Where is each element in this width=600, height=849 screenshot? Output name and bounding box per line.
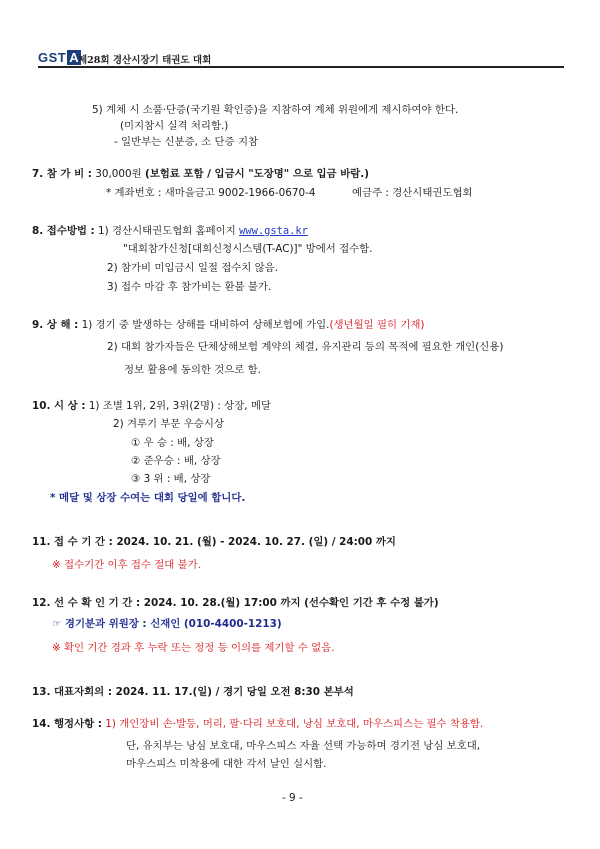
s10-line2: 2) 겨루기 부문 우승시상 <box>113 418 224 430</box>
item5-line1: 5) 계체 시 소품·단증(국기원 확인증)을 지참하여 계체 위원에게 제시하여야 한다. <box>92 104 459 116</box>
s14-line2: 단, 유치부는 낭심 보호대, 마우스피스 자율 선택 가능하며 경기전 낭심 보호대, <box>126 740 481 752</box>
s9-line1-red: (생년월일 필히 기재) <box>329 319 425 331</box>
s11-heading: 11. 접 수 기 간 : <box>32 536 113 548</box>
header-divider <box>38 66 564 68</box>
s14-line1: 1) 개인장비 손·발등, 머리, 팔·다리 보호대, 낭심 보호대, 마우스피스는 필수 착용함. <box>105 718 484 730</box>
s8-line2: 2) 참가비 미입금시 일절 접수치 않음. <box>107 262 279 274</box>
s10-award1: ① 우 승 : 배, 상장 <box>131 437 214 449</box>
s14-heading: 14. 행정사항 : <box>32 718 102 730</box>
s9-row <box>32 316 424 331</box>
header-title: 제28회 경산시장기 태권도 대회 <box>78 55 212 66</box>
s7-heading: 7. 참 가 비 : <box>32 168 92 180</box>
item5-line3: - 일반부는 신분증, 소 단증 지참 <box>114 136 259 148</box>
s8-line1-prefix: 1) 경산시태권도협회 홈페이지 <box>98 225 236 237</box>
s9-heading: 9. 상 해 : <box>32 319 79 331</box>
s7-row <box>32 165 369 180</box>
s7-holder: 예금주 : 경산시태권도협회 <box>352 187 473 199</box>
s10-award3: ③ 3 위 : 배, 상장 <box>131 473 211 485</box>
s9-line2b: 정보 활용에 동의한 것으로 함. <box>124 364 261 376</box>
s14-row <box>32 715 483 730</box>
s10-award2: ② 준우승 : 배, 상장 <box>131 455 221 467</box>
s9-line2a: 2) 대회 참가자들은 단체상해보험 계약의 체결, 유지관리 등의 목적에 필요한 개인(신용) <box>107 341 504 353</box>
s7-fee-note: (보험료 포함 / 입금시 "도장명" 으로 입금 바람.) <box>144 168 369 180</box>
s10-row <box>32 397 271 412</box>
s12-heading: 12. 선 수 확 인 기 간 : <box>32 597 141 609</box>
s11-row <box>32 533 396 548</box>
s13-row <box>32 683 354 698</box>
s8-website-link[interactable]: www.gsta.kr <box>239 225 308 237</box>
s12-period: 2024. 10. 28.(월) 17:00 까지 (선수확인 기간 후 수정 불가) <box>143 597 439 609</box>
s12-note: ※ 확인 기간 경과 후 누락 또는 정정 등 이의를 제기할 수 없음. <box>52 642 335 654</box>
s8-heading: 8. 접수방법 : <box>32 225 95 237</box>
s11-period: 2024. 10. 21. (월) - 2024. 10. 27. (일) / 24:00 까지 <box>116 536 396 548</box>
s12-row <box>32 594 439 609</box>
s11-note: ※ 접수기간 이후 접수 절대 불가. <box>52 559 201 571</box>
logo-mark: A <box>69 50 79 65</box>
s8-line1b: "대회참가신청[대회신청시스템(T-AC)]" 방에서 접수함. <box>123 243 373 255</box>
s14-line3: 마우스피스 미착용에 대한 각서 날인 실시함. <box>126 758 327 770</box>
header-logo <box>38 50 81 65</box>
item5-line2: (미지참시 실격 처리함.) <box>120 120 229 132</box>
s10-line1: 1) 조별 1위, 2위, 3위(2명) : 상장, 메달 <box>88 400 271 412</box>
logo-text: GST <box>38 50 67 65</box>
s8-row <box>32 222 308 237</box>
s8-line3: 3) 접수 마감 후 참가비는 환불 불가. <box>107 281 272 293</box>
s7-fee: 30,000원 <box>95 168 142 180</box>
s10-note: * 메달 및 상장 수여는 대회 당일에 합니다. <box>50 492 246 504</box>
s13-detail: 2024. 11. 17.(일) / 경기 당일 오전 8:30 본부석 <box>115 686 354 698</box>
s12-contact: ☞ 경기분과 위원장 : 신재인 (010-4400-1213) <box>52 618 282 630</box>
s13-heading: 13. 대표자회의 : <box>32 686 112 698</box>
s7-account: * 계좌번호 : 새마을금고 9002-1966-0670-4 <box>106 187 316 199</box>
s9-line1-prefix: 1) 경기 중 발생하는 상해를 대비하여 상해보험에 가입. <box>81 319 330 331</box>
s10-heading: 10. 시 상 : <box>32 400 86 412</box>
page-number: - 9 - <box>282 792 303 804</box>
